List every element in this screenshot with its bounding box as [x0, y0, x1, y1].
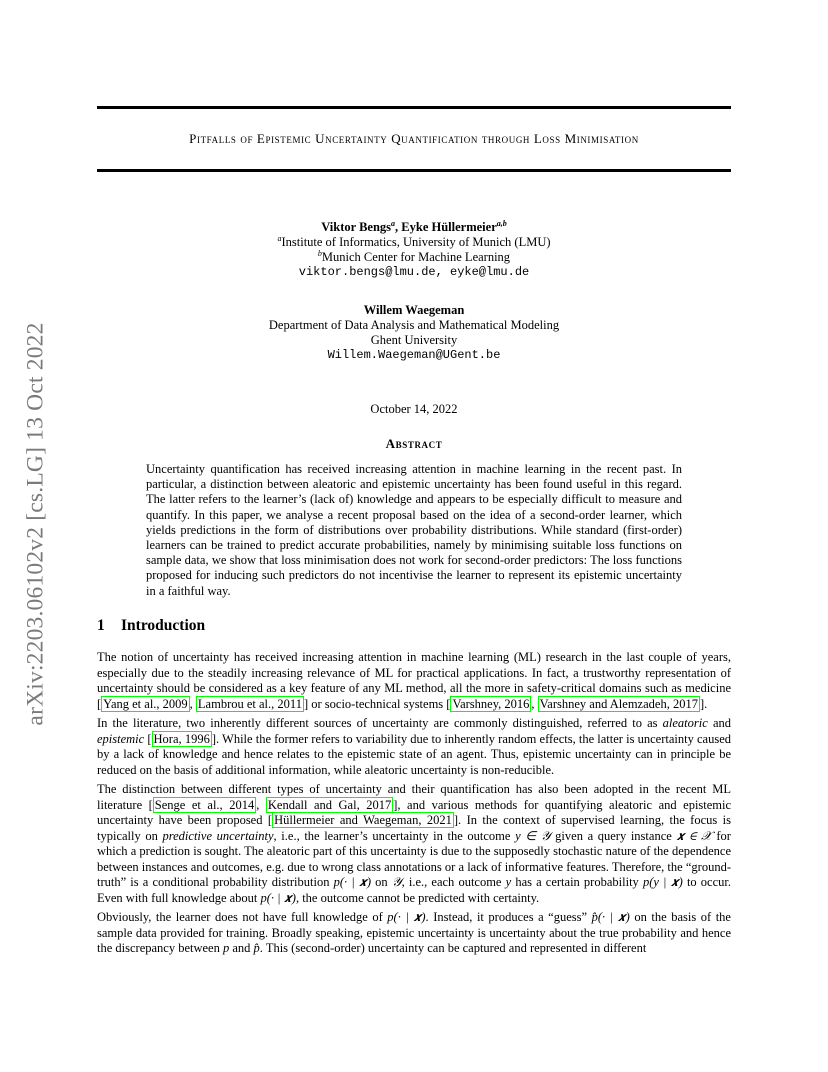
author-email[interactable]: Willem.Waegeman@UGent.be — [327, 348, 501, 362]
paragraph: Obviously, the learner does not have full knowledge of p(· | 𝒙). Instead, it produces a “guess” p̂(· | 𝒙) on the basis of the sample data provided for training. Broadly speaking, epistemic uncertainty is uncertainty about the true probability and hence the discrepancy between p and p̂. This (second-order) uncertainty can be captured and represented in different — [97, 910, 731, 955]
author-name: Eyke Hüllermeier — [401, 220, 497, 234]
author-emails[interactable]: viktor.bengs@lmu.de, eyke@lmu.de — [298, 265, 530, 279]
citation-link[interactable]: Yang et al., 2009 — [103, 696, 188, 711]
citation-link[interactable]: Hüllermeier and Waegeman, 2021 — [274, 813, 452, 827]
affiliation-marker: a — [391, 218, 396, 228]
affiliation-department: Department of Data Analysis and Mathematical Modeling — [268, 318, 560, 332]
section-number: 1 — [97, 617, 105, 634]
citation-link[interactable]: Varshney, 2016 — [452, 696, 530, 711]
citation-link[interactable]: Lambrou et al., 2011 — [197, 696, 302, 711]
affiliation-a — [97, 235, 731, 250]
paragraph: The notion of uncertainty has received increasing attention in machine learning (ML) research in the last couple of years, especially due to the steadily increasing relevance of ML for practical applications. In fact, a trustworthy representation of uncertainty should be considered as a key feature of any ML method, all the more in safety-critical domains such as medicine [ Yang et al., 2009 , Lambrou et al., 2011 ] or socio-technical systems [ Varshney, 2016 , Varshney and Alemzadeh, 2017 ]. — [97, 650, 731, 711]
title-top-rule — [97, 106, 731, 109]
arxiv-side-label — [21, 290, 51, 758]
author-block-2 — [97, 303, 731, 363]
paragraph: The distinction between different types of uncertainty and their quantification has also been adopted in the recent ML literature [ Senge et al., 2014 , Kendall and Gal, 2017 ], and various methods for quantifying aleatoric and epistemic uncertainty have been proposed [ Hüllermeier and Waegeman, 2021 ]. In the context of supervised learning, the focus is typically on predictive uncertainty, i.e., the learner’s uncertainty in the outcome y ∈ 𝒴 given a query instance 𝒙 ∈ 𝒳 for which a prediction is sought. The aleatoric part of this uncertainty is due to the supposedly stochastic nature of the dependence between instances and outcomes, e.g. due to wrong class annotations or a lack of informative features. Therefore, the “ground-truth” is a conditional probability distribution p(· | 𝒙) on 𝒴, i.e., each outcome y has a certain probability p(y | 𝒙) to occur. Even with full knowledge about p(· | 𝒙), the outcome cannot be predicted with certainty. — [97, 782, 732, 905]
section-heading — [97, 617, 205, 635]
affiliation-marker: a,b — [496, 218, 507, 228]
author-separator: , — [395, 220, 402, 234]
author-name: Willem Waegeman — [363, 303, 465, 317]
paper-title: Pitfalls of Epistemic Uncertainty Quantification through Loss Minimisation — [189, 131, 639, 146]
author-block-1 — [97, 220, 731, 280]
citation-link[interactable]: Kendall and Gal, 2017 — [267, 797, 392, 812]
paper-date: October 14, 2022 — [370, 402, 458, 416]
section-title: Introduction — [121, 617, 206, 634]
affiliation-b — [97, 250, 731, 265]
arxiv-identifier: arXiv:2203.06102v2 [cs.LG] 13 Oct 2022 — [22, 322, 49, 726]
paragraph: In the literature, two inherently different sources of uncertainty are commonly distinguished, referred to as aleatoric and epistemic [ Hora, 1996 ]. While the former refers to variability due to inherently random effects, the latter is uncertainty caused by a lack of knowledge and hence relates to the epistemic state of an agent. Thus, epistemic uncertainty can in principle be reduced on the basis of additional information, while aleatoric uncertainty is non-reducible. — [97, 716, 731, 777]
affiliation-text: Institute of Informatics, University of Munich (LMU) — [281, 235, 551, 249]
affiliation-marker: a — [277, 233, 282, 243]
citation-link[interactable]: Hora, 1996 — [153, 731, 210, 746]
citation-link[interactable]: Varshney and Alemzadeh, 2017 — [539, 696, 698, 711]
title-bottom-rule — [97, 169, 731, 172]
citation-link[interactable]: Senge et al., 2014 — [154, 797, 255, 812]
abstract-heading: Abstract — [385, 436, 443, 451]
author-name: Viktor Bengs — [321, 220, 392, 234]
affiliation-marker: b — [317, 248, 322, 258]
body-text — [97, 650, 731, 961]
abstract-text: Uncertainty quantification has received increasing attention in machine learning in the recent past. In particular, a distinction between aleatoric and epistemic uncertainty has been found useful in this regard. The latter refers to the learner’s (lack of) knowledge and appears to be especially difficult to measure and quantify. In this paper, we analyse a recent proposal based on the idea of a second-order learner, which yields predictions in the form of distributions over probability distributions. While standard (first-order) learners can be trained to predict accurate probabilities, namely by minimising suitable loss functions on sample data, we show that loss minimisation does not work for second-order predictors: The loss functions proposed for inducing such predictors do not incentivise the learner to represent its epistemic uncertainty in a faithful way. — [146, 462, 682, 598]
author-names — [97, 220, 731, 235]
affiliation-text: Munich Center for Machine Learning — [321, 250, 511, 264]
affiliation-university: Ghent University — [370, 333, 458, 347]
